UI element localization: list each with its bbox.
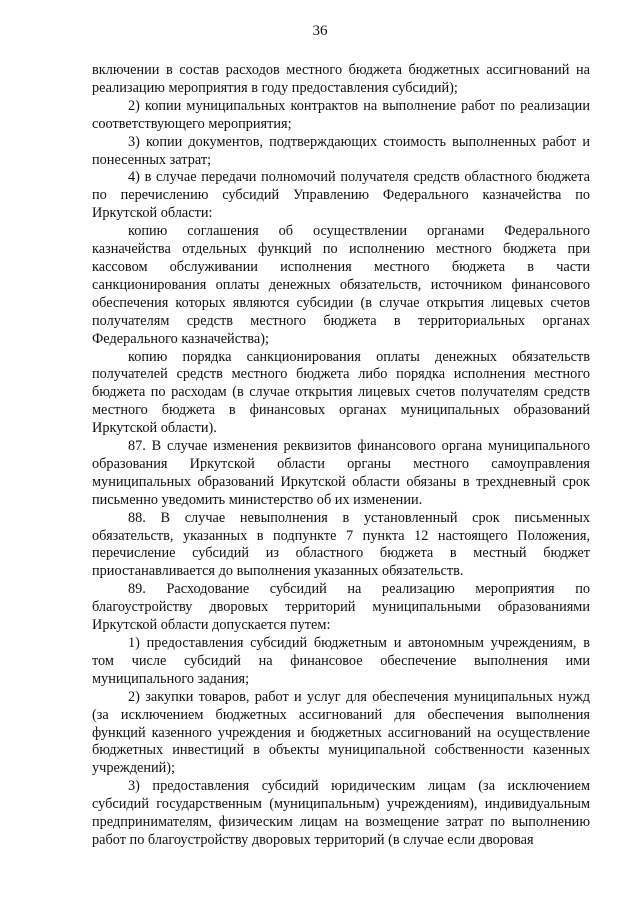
paragraph-89-item-1: 1) предоставления субсидий бюджетным и автономным учреждениям, в том числе субсидий на финансовое обеспечение выполнения ими муниципального задания; — [92, 635, 590, 687]
paragraph-89: 89. Расходование субсидий на реализацию мероприятия по благоустройству дворовых территорий муниципальными образованиями Иркутской области допускается путем: — [92, 581, 590, 634]
paragraph-agreement-copy: копию соглашения об осуществлении органами Федерального казначейства отдельных функций по исполнению местного бюджета при кассовом обслуживании исполнения местного бюджета в части санкционирования оплаты денежных обязательств, источником финансового обеспечения которых являются субсидии (в случае открытия лицевых счетов получателям средств местного бюджета в территориальных органах Федерального казначейства); — [92, 223, 590, 347]
document-body — [92, 62, 590, 850]
paragraph-item-4: 4) в случае передачи полномочий получателя средств областного бюджета по перечислению субсидий Управлению Федерального казначейства по Иркутской области: — [92, 169, 590, 222]
paragraph-item-3: 3) копии документов, подтверждающих стоимость выполненных работ и понесенных затрат; — [92, 133, 590, 168]
page-number: 36 — [312, 23, 328, 39]
paragraph-89-item-3: 3) предоставления субсидий юридическим лицам (за исключением субсидий государственным (муниципальным) учреждениям), индивидуальным предпринимателям, физическим лицам на возмещение затрат по выполнению работ по благоустройству дворовых территорий (в случае если дворовая — [92, 778, 590, 848]
paragraph-87: 87. В случае изменения реквизитов финансового органа муниципального образования Иркутской области органы местного самоуправления муниципальных образований Иркутской области обязаны в трехдневный срок письменно уведомить министерство об их изменении. — [92, 438, 590, 508]
paragraph-89-item-2: 2) закупки товаров, работ и услуг для обеспечения муниципальных нужд (за исключением бюджетных ассигнований для обеспечения выполнения функций казенного учреждения и бюджетных ассигнований на осуществление бюджетных инвестиций в объекты муниципальной собственности казенных учреждений); — [92, 688, 590, 777]
paragraph-88: 88. В случае невыполнения в установленный срок письменных обязательств, указанных в подпункте 7 пункта 12 настоящего Положения, перечисление субсидий из областного бюджета в местный бюджет приостанавливается до выполнения указанных обязательств. — [92, 509, 590, 580]
paragraph-continuation: включении в состав расходов местного бюджета бюджетных ассигнований на реализацию мероприятия в году предоставления субсидий); — [92, 62, 590, 96]
paragraph-item-2: 2) копии муниципальных контрактов на выполнение работ по реализации соответствующего мероприятия; — [92, 97, 590, 132]
paragraph-procedure-copy: копию порядка санкционирования оплаты денежных обязательств получателей средств местного бюджета либо порядка исполнения местного бюджета по расходам (в случае открытия лицевых счетов получателям средств местного бюджета в финансовых органах муниципальных образований Иркутской области). — [92, 348, 590, 437]
